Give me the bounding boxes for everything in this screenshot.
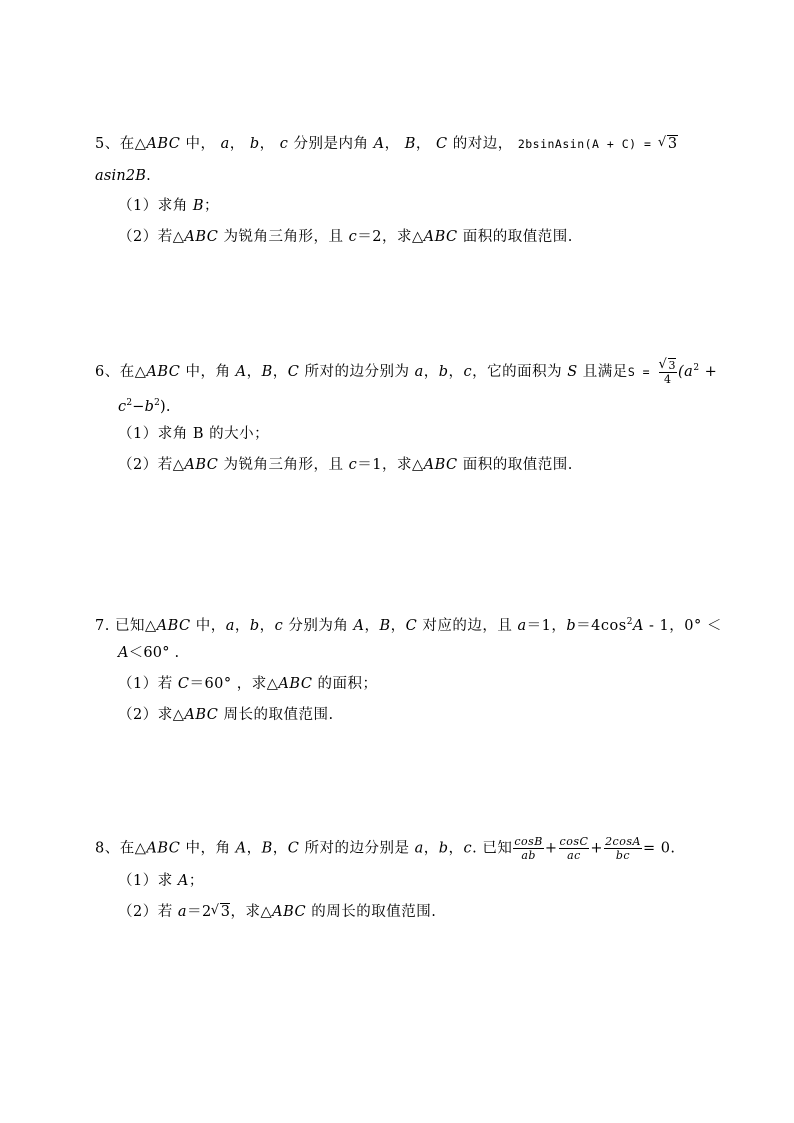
q7-text: ＜60° . bbox=[128, 645, 180, 661]
q5-s2-triangle: ABC bbox=[184, 229, 219, 245]
q8-fraction-1 bbox=[513, 835, 544, 862]
q5-var-b: b bbox=[249, 136, 260, 152]
q6-line-2 bbox=[118, 393, 171, 417]
q6-text: 所对的边分别为 bbox=[299, 364, 415, 380]
q5-s1-text: （1）求角 bbox=[118, 198, 193, 214]
q7-var-B: B bbox=[379, 618, 391, 634]
q5-line-1 bbox=[95, 134, 678, 154]
q5-var-B: B bbox=[404, 136, 416, 152]
q7-sep: ， bbox=[364, 618, 380, 634]
q5-s1-end: ； bbox=[204, 198, 219, 214]
q7-subquestion-1 bbox=[118, 674, 378, 694]
q6-sup: 2 bbox=[693, 363, 700, 373]
q6-subquestion-1 bbox=[118, 424, 269, 444]
q7-var-b: b bbox=[566, 618, 577, 634]
q8-eq-end: = 0. bbox=[642, 840, 676, 857]
q5-s2-triangle: ABC bbox=[423, 229, 458, 245]
q6-var-B: B bbox=[261, 364, 273, 380]
q6-c: c bbox=[118, 399, 127, 415]
q6-b: −b bbox=[132, 399, 155, 415]
q7-var-C: C bbox=[405, 618, 418, 634]
q6-sep: ， bbox=[272, 364, 288, 380]
q6-sep: ， bbox=[448, 364, 464, 380]
q7-s1-text: （1）若 bbox=[118, 676, 178, 692]
q6-sup: 2 bbox=[126, 398, 133, 408]
q7-s2-text: （2）求△ bbox=[118, 707, 185, 723]
q6-sup: 2 bbox=[154, 398, 161, 408]
q7-s1-text: ＝60° ，求△ bbox=[189, 676, 279, 692]
q7-var-a: a bbox=[225, 618, 235, 634]
q8-f2-num: cosC bbox=[559, 835, 589, 848]
q8-sep: ， bbox=[423, 840, 439, 857]
q5-sep: ， bbox=[259, 136, 275, 152]
q6-s2-text: （2）若△ bbox=[118, 457, 185, 473]
q8-fraction-3 bbox=[604, 835, 642, 862]
q5-var-c: c bbox=[279, 136, 289, 152]
q7-s2-text: 周长的取值范围. bbox=[218, 707, 334, 723]
q7-var-A: A bbox=[632, 618, 644, 634]
q6-var-a: a bbox=[414, 364, 424, 380]
q6-equation: S = bbox=[627, 365, 658, 379]
q6-var-C: C bbox=[287, 364, 300, 380]
q6-fraction-den: 4 bbox=[664, 372, 672, 386]
q7-line-2 bbox=[118, 643, 179, 663]
q7-sep: ， bbox=[390, 618, 406, 634]
q8-sep: ， bbox=[246, 840, 262, 857]
q8-s2-text: （2）若 bbox=[118, 904, 178, 920]
q7-text: 中， bbox=[190, 618, 226, 634]
q5-text: 的对边， bbox=[447, 136, 513, 152]
q6-sqrt-value: 3 bbox=[668, 358, 677, 372]
q5-var-a: a bbox=[220, 136, 230, 152]
q7-subquestion-2 bbox=[118, 705, 334, 725]
q8-sep: ， bbox=[272, 840, 288, 857]
q6-sep: ， bbox=[423, 364, 439, 380]
q5-sqrt-value: 3 bbox=[667, 136, 678, 152]
q6-s2-triangle: ABC bbox=[184, 457, 219, 473]
q7-var-c: c bbox=[274, 618, 284, 634]
q6-s1-text: （1）求角 B 的大小； bbox=[118, 426, 270, 442]
q8-s2-text: 的周长的取值范围. bbox=[306, 904, 437, 920]
q8-sep: ， bbox=[448, 840, 464, 857]
q8-f3-num: 2cosA bbox=[605, 835, 641, 848]
q8-f3-den: bc bbox=[615, 849, 631, 862]
q5-text: 5、在△ bbox=[95, 136, 147, 152]
q6-subquestion-2 bbox=[118, 455, 573, 475]
q8-text: . 已知 bbox=[472, 840, 513, 857]
q8-f1-num: cosB bbox=[514, 835, 543, 848]
q6-s2-text: ＝1，求△ bbox=[357, 457, 424, 473]
q6-end: ). bbox=[160, 399, 171, 415]
q6-text: ，它的面积为 bbox=[472, 364, 568, 380]
sqrt-symbol bbox=[212, 902, 231, 922]
q8-text: 所对的边分别是 bbox=[299, 840, 415, 857]
q8-subquestion-1 bbox=[118, 871, 204, 891]
q5-s2-text: 为锐角三角形，且 bbox=[218, 229, 349, 245]
q7-triangle: ABC bbox=[156, 618, 191, 634]
q8-var-a: a bbox=[414, 840, 424, 857]
q7-var-b: b bbox=[249, 618, 260, 634]
q8-var-C: C bbox=[287, 840, 300, 857]
q7-var-a: a bbox=[517, 618, 527, 634]
q5-var-A: A bbox=[373, 136, 385, 152]
q5-s1-var: B bbox=[192, 198, 204, 214]
q6-text: 且满足 bbox=[577, 364, 628, 380]
q5-equation-rhs: asin2B bbox=[95, 168, 147, 184]
sqrt-symbol bbox=[659, 134, 678, 154]
q8-plus: + bbox=[590, 840, 604, 857]
q5-s2-var: c bbox=[348, 229, 358, 245]
q6-var-A: A bbox=[235, 364, 247, 380]
q6-eq-tail: (a bbox=[678, 364, 694, 380]
q6-s2-text: 面积的取值范围. bbox=[457, 457, 573, 473]
q8-sqrt-value: 3 bbox=[220, 904, 231, 920]
q7-text: ＝1， bbox=[526, 618, 567, 634]
q5-line-2 bbox=[95, 166, 151, 186]
q5-period: . bbox=[146, 168, 151, 184]
q6-line-1 bbox=[95, 358, 717, 386]
q8-var-B: B bbox=[261, 840, 273, 857]
q8-s1-text: ； bbox=[188, 873, 204, 889]
q5-sep: ， bbox=[229, 136, 245, 152]
q8-f2-den: ac bbox=[567, 849, 581, 862]
q6-sep: ， bbox=[246, 364, 262, 380]
q7-line-1 bbox=[95, 612, 722, 636]
q7-s2-triangle: ABC bbox=[184, 707, 219, 723]
q6-text: 6、在△ bbox=[95, 364, 147, 380]
q7-text: 7. 已知△ bbox=[95, 618, 157, 634]
q6-var-c: c bbox=[463, 364, 473, 380]
q5-equation: 2bsinAsin(A + C) = bbox=[517, 137, 659, 151]
q7-s1-text: 的面积； bbox=[312, 676, 378, 692]
q6-fraction-num bbox=[659, 359, 678, 373]
q6-triangle: ABC bbox=[146, 364, 181, 380]
q6-text: 中，角 bbox=[180, 364, 236, 380]
q7-text: - 1，0° ＜ bbox=[643, 618, 722, 634]
q5-subquestion-2 bbox=[118, 227, 573, 247]
q7-text: 分别为角 bbox=[283, 618, 354, 634]
q5-s2-text: 面积的取值范围. bbox=[457, 229, 573, 245]
q8-var-c: c bbox=[463, 840, 473, 857]
q8-s1-var: A bbox=[177, 873, 189, 889]
q8-subquestion-2 bbox=[118, 902, 436, 922]
q8-s2-var: a bbox=[177, 904, 187, 920]
q8-s2-triangle: ABC bbox=[272, 904, 307, 920]
q7-sep: ， bbox=[234, 618, 250, 634]
q8-fraction-2 bbox=[559, 835, 590, 862]
q8-plus: + bbox=[544, 840, 558, 857]
q8-var-b: b bbox=[438, 840, 449, 857]
q8-s2-text: ＝2 bbox=[187, 904, 212, 920]
q7-text: ＝4cos bbox=[576, 618, 627, 634]
q5-subquestion-1 bbox=[118, 196, 219, 216]
q6-fraction bbox=[659, 359, 678, 386]
q7-s1-var: C bbox=[177, 676, 190, 692]
q8-triangle: ABC bbox=[146, 840, 181, 857]
q6-s2-text: 为锐角三角形，且 bbox=[218, 457, 349, 473]
q6-s2-triangle: ABC bbox=[423, 457, 458, 473]
q6-var-S: S bbox=[567, 364, 578, 380]
q7-var-A: A bbox=[118, 645, 129, 661]
q5-sep: ， bbox=[384, 136, 400, 152]
q8-f1-den: ab bbox=[521, 849, 536, 862]
q7-s1-triangle: ABC bbox=[278, 676, 313, 692]
q8-text: 中，角 bbox=[180, 840, 236, 857]
q5-s2-text: （2）若△ bbox=[118, 229, 185, 245]
q7-var-A: A bbox=[353, 618, 365, 634]
q8-var-A: A bbox=[235, 840, 247, 857]
q6-s2-var: c bbox=[348, 457, 358, 473]
q7-sup: 2 bbox=[626, 617, 633, 627]
q6-plus: + bbox=[699, 364, 718, 380]
q5-triangle-name: ABC bbox=[146, 136, 181, 152]
q5-var-C: C bbox=[435, 136, 448, 152]
q8-s1-text: （1）求 bbox=[118, 873, 178, 889]
sqrt-symbol bbox=[660, 359, 677, 372]
q8-line-1 bbox=[95, 835, 676, 862]
q7-sep: ， bbox=[259, 618, 275, 634]
q5-s2-text: ＝2，求△ bbox=[357, 229, 424, 245]
q5-text: 分别是内角 bbox=[288, 136, 374, 152]
q6-var-b: b bbox=[438, 364, 449, 380]
q8-text: 8、在△ bbox=[95, 840, 147, 857]
q8-s2-text: ，求△ bbox=[230, 904, 273, 920]
q5-text: 中， bbox=[180, 136, 216, 152]
q7-text: 对应的边，且 bbox=[417, 618, 518, 634]
q5-sep: ， bbox=[415, 136, 431, 152]
